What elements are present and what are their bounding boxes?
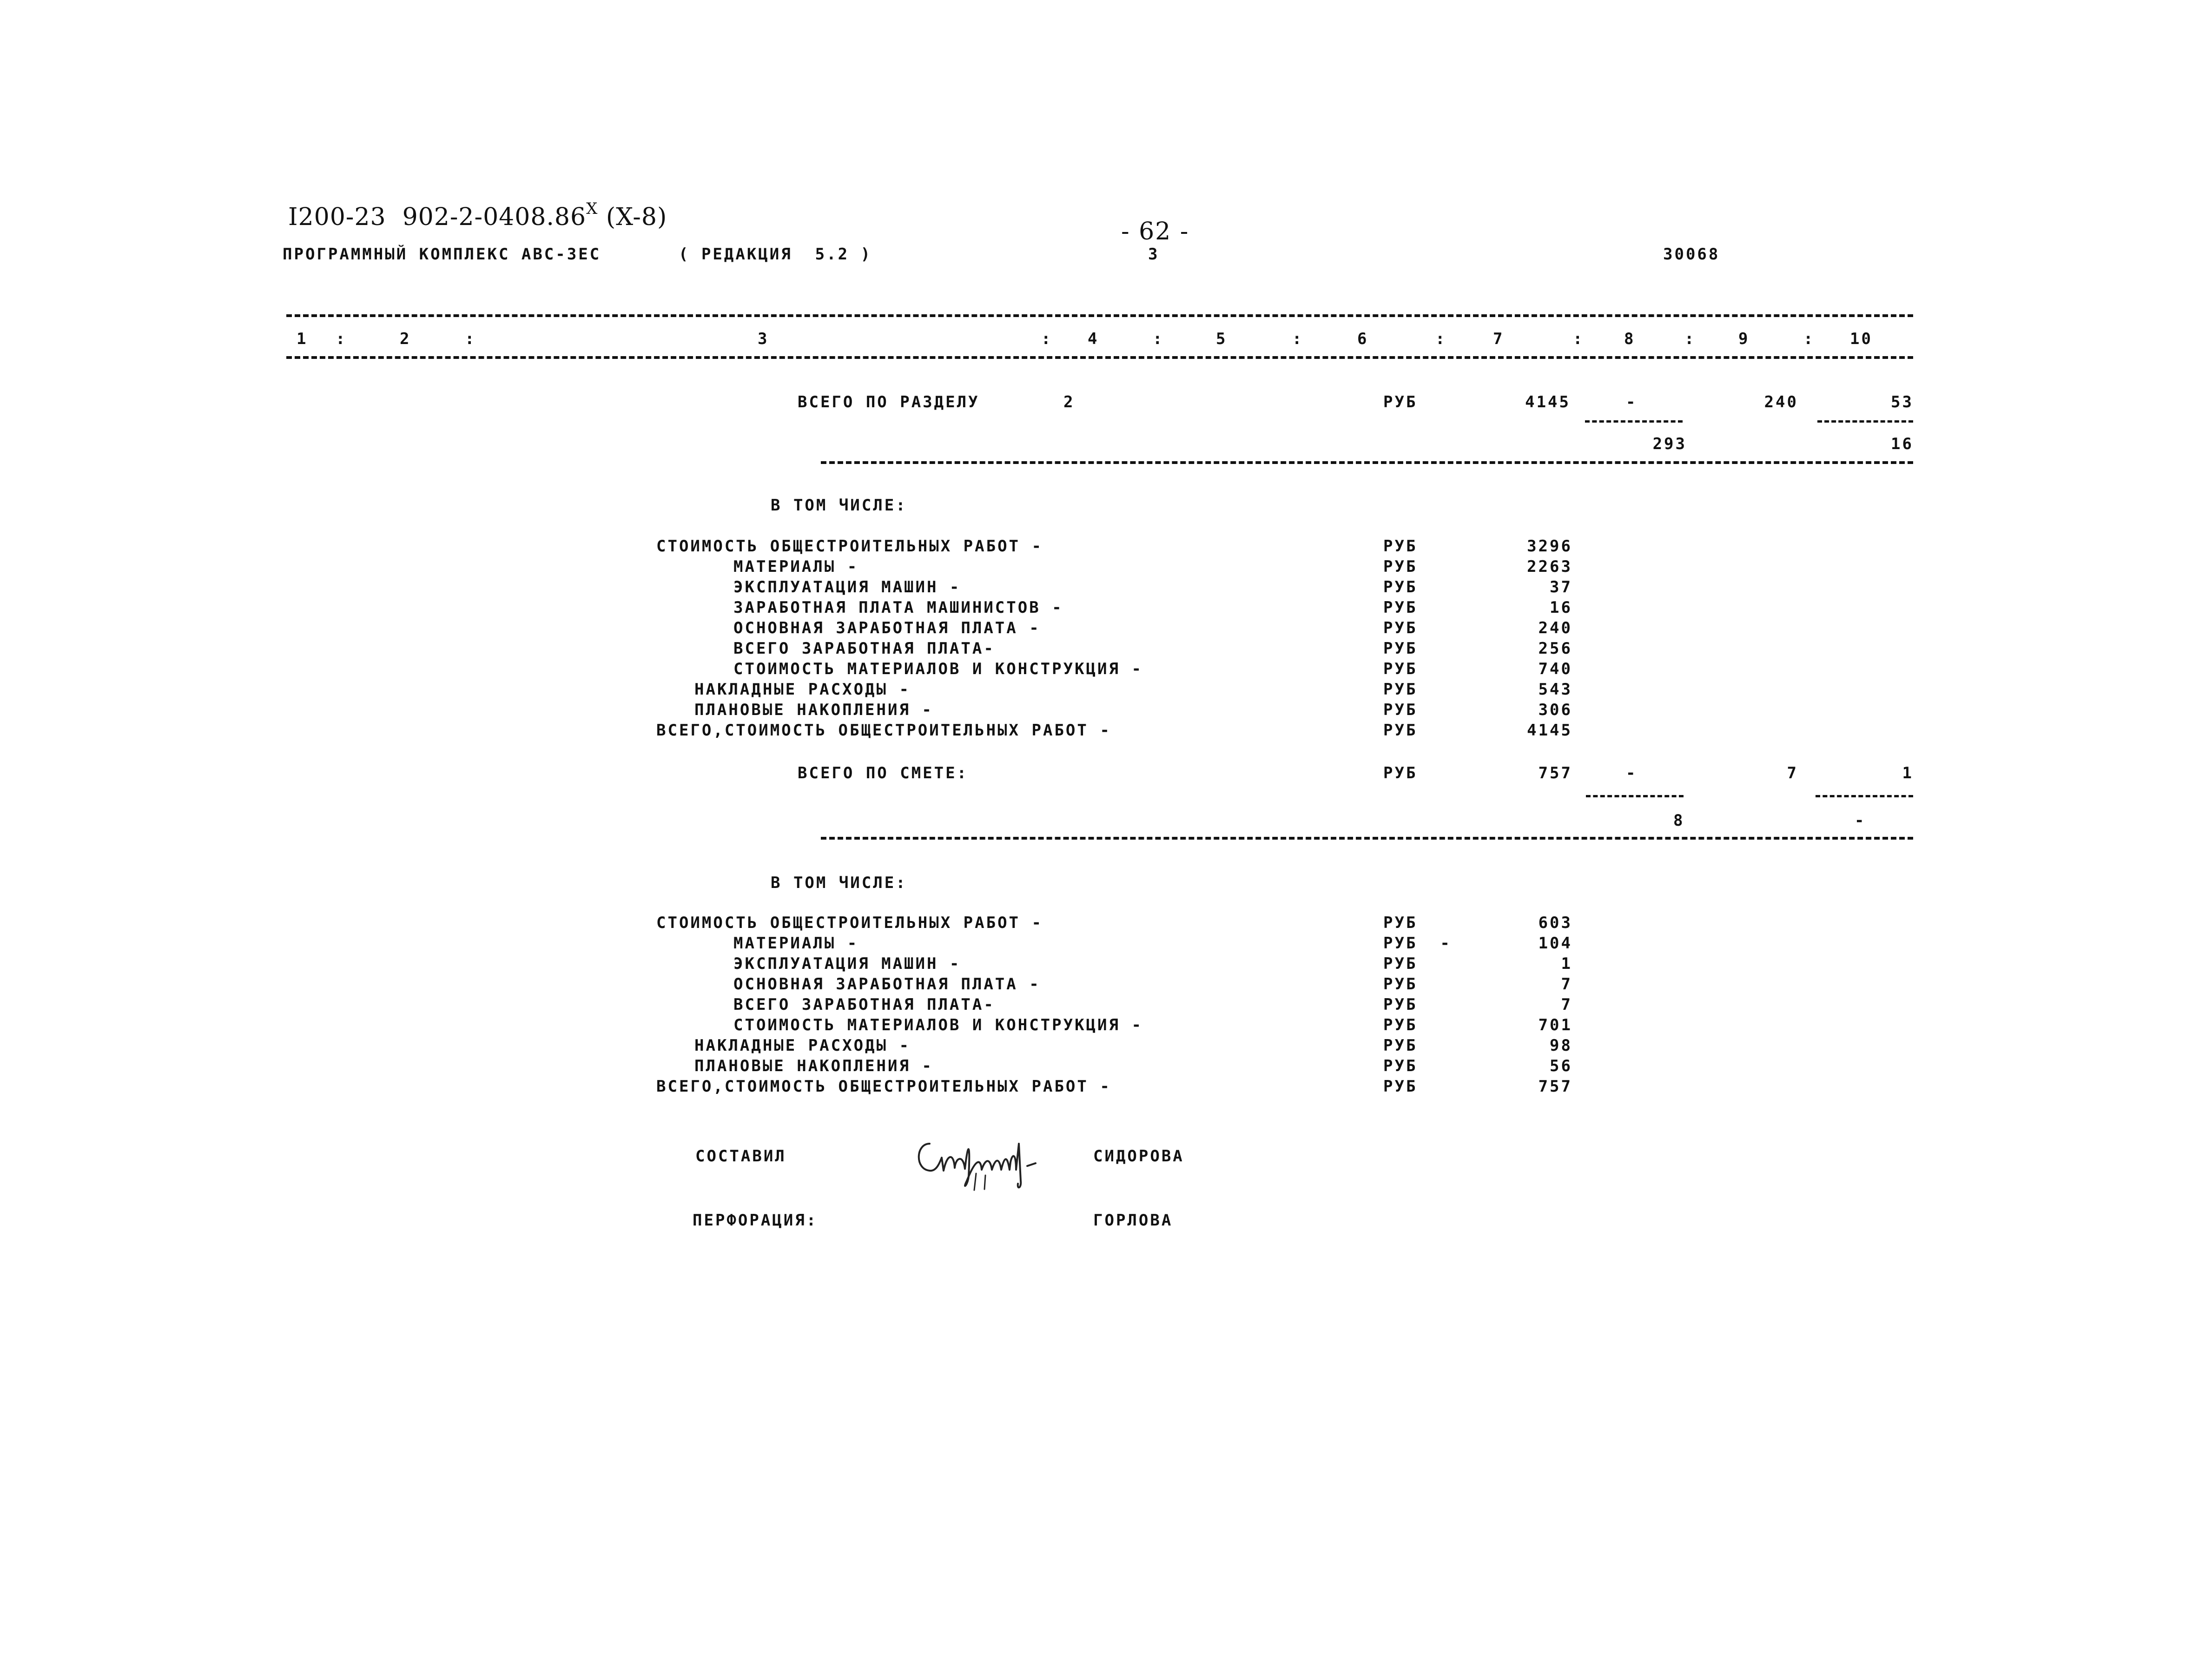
list-item-value: 603	[1538, 914, 1572, 932]
list-item-value: 740	[1538, 660, 1572, 678]
punched-by-name: ГОРЛОВА	[1093, 1211, 1173, 1230]
list-item-unit: РУБ	[1383, 914, 1418, 932]
estimate-total-label: ВСЕГО ПО СМЕТЕ:	[798, 764, 969, 782]
column-separator: :	[465, 330, 476, 348]
list-item-unit: РУБ -	[1383, 934, 1452, 953]
list-item-unit: РУБ	[1383, 639, 1418, 658]
document-code-superscript: X	[586, 199, 598, 218]
list-item-label: ВСЕГО ЗАРАБОТНАЯ ПЛАТА-	[733, 995, 995, 1014]
document-code-suffix: (X-8)	[598, 203, 667, 231]
section-total-col10-rule	[1817, 420, 1913, 423]
column-number-10: 10	[1850, 330, 1873, 348]
list-item-value: 104	[1538, 934, 1572, 953]
section-total-col8-bottom: 293	[1652, 435, 1687, 453]
section-number: 2	[1063, 393, 1075, 411]
list-item-value: 7	[1561, 975, 1572, 994]
list-item-label: ОСНОВНАЯ ЗАРАБОТНАЯ ПЛАТА -	[733, 975, 1041, 994]
list-item-value: 256	[1538, 639, 1572, 658]
list-item-label: МАТЕРИАЛЫ -	[733, 934, 859, 953]
estimate-total-rule	[821, 837, 1913, 840]
column-separator: :	[1573, 330, 1585, 348]
list-item-label: ВСЕГО,СТОИМОСТЬ ОБЩЕСТРОИТЕЛЬНЫХ РАБОТ -	[656, 1077, 1111, 1096]
list-item-value: 543	[1538, 680, 1572, 699]
estimate-total-col7: 757	[1538, 764, 1572, 782]
list-item-value: 37	[1550, 578, 1572, 596]
section-total-rule	[821, 461, 1913, 464]
list-item-value: 3296	[1527, 537, 1572, 556]
column-number-3: 3	[758, 330, 769, 348]
section-total-label: ВСЕГО ПО РАЗДЕЛУ	[798, 393, 980, 411]
breakdown1-heading: В ТОМ ЧИСЛЕ:	[771, 496, 907, 515]
list-item-unit: РУБ	[1383, 995, 1418, 1014]
list-item-unit: РУБ	[1383, 660, 1418, 678]
estimate-total-col8-rule	[1586, 795, 1684, 797]
section-total-col9: 240	[1764, 393, 1798, 411]
list-item-value: 7	[1561, 995, 1572, 1014]
list-item-unit: РУБ	[1383, 537, 1418, 556]
column-number-2: 2	[400, 330, 411, 348]
column-separator: :	[336, 330, 347, 348]
column-separator: :	[1435, 330, 1447, 348]
section-total-unit: РУБ	[1383, 393, 1418, 411]
list-item-label: МАТЕРИАЛЫ -	[733, 557, 859, 576]
estimate-total-col10-rule	[1816, 795, 1913, 797]
list-item-label: ЗАРАБОТНАЯ ПЛАТА МАШИНИСТОВ -	[733, 598, 1063, 617]
list-item-label: СТОИМОСТЬ ОБЩЕСТРОИТЕЛЬНЫХ РАБОТ -	[656, 537, 1043, 556]
section-total-col8-top: -	[1626, 393, 1638, 411]
column-number-1: 1	[297, 330, 308, 348]
list-item-label: СТОИМОСТЬ МАТЕРИАЛОВ И КОНСТРУКЦИЯ -	[733, 1016, 1143, 1034]
list-item-label: ВСЕГО ЗАРАБОТНАЯ ПЛАТА-	[733, 639, 995, 658]
estimate-total-col8-top: -	[1626, 764, 1638, 782]
compiled-by-name: СИДОРОВА	[1093, 1147, 1184, 1166]
list-item-value: 240	[1538, 619, 1572, 637]
column-separator: :	[1292, 330, 1304, 348]
list-item-unit: РУБ	[1383, 721, 1418, 740]
list-item-unit: РУБ	[1383, 701, 1418, 719]
list-item-value: 701	[1538, 1016, 1572, 1034]
section-total-col10-bottom: 16	[1891, 435, 1914, 453]
column-separator: :	[1803, 330, 1815, 348]
column-separator: :	[1153, 330, 1164, 348]
list-item-unit: РУБ	[1383, 557, 1418, 576]
list-item-unit: РУБ	[1383, 1057, 1418, 1075]
estimate-total-col8-bottom: 8	[1673, 811, 1685, 830]
column-separator: :	[1041, 330, 1053, 348]
document-code-main: I200-23 902-2-0408.86	[288, 203, 587, 231]
signature-stroke	[919, 1144, 1036, 1187]
list-item-label: ЭКСПЛУАТАЦИЯ МАШИН -	[733, 578, 961, 596]
column-separator: :	[1684, 330, 1696, 348]
list-item-label: НАКЛАДНЫЕ РАСХОДЫ -	[694, 1036, 911, 1055]
handwritten-signature	[911, 1125, 1060, 1195]
list-item-label: ПЛАНОВЫЕ НАКОПЛЕНИЯ -	[694, 1057, 933, 1075]
list-item-label: СТОИМОСТЬ МАТЕРИАЛОВ И КОНСТРУКЦИЯ -	[733, 660, 1143, 678]
compiled-by-label: СОСТАВИЛ	[695, 1147, 786, 1166]
list-item-value: 4145	[1527, 721, 1572, 740]
list-item-unit: РУБ	[1383, 578, 1418, 596]
punched-by-label: ПЕРФОРАЦИЯ:	[693, 1211, 818, 1230]
document-code	[288, 201, 667, 229]
table-top-rule	[286, 314, 1913, 317]
section-total-col10-top: 53	[1891, 393, 1914, 411]
estimate-total-col9: 7	[1787, 764, 1798, 782]
list-item-unit: РУБ	[1383, 975, 1418, 994]
estimate-code: 30068	[1663, 245, 1720, 264]
list-item-unit: РУБ	[1383, 1077, 1418, 1096]
column-number-9: 9	[1738, 330, 1750, 348]
column-number-8: 8	[1624, 330, 1636, 348]
list-item-unit: РУБ	[1383, 680, 1418, 699]
section-total-col7: 4145	[1525, 393, 1571, 411]
list-item-label: ВСЕГО,СТОИМОСТЬ ОБЩЕСТРОИТЕЛЬНЫХ РАБОТ -	[656, 721, 1111, 740]
program-edition: ( РЕДАКЦИЯ 5.2 )	[679, 245, 872, 264]
table-header-rule	[286, 356, 1913, 359]
list-item-value: 757	[1538, 1077, 1572, 1096]
list-item-label: НАКЛАДНЫЕ РАСХОДЫ -	[694, 680, 911, 699]
page-number: - 62 -	[1121, 218, 1189, 245]
list-item-label: ЭКСПЛУАТАЦИЯ МАШИН -	[733, 954, 961, 973]
column-number-4: 4	[1088, 330, 1099, 348]
program-name: ПРОГРАММНЫЙ КОМПЛЕКС АВС-3ЕС	[283, 245, 601, 264]
sheet-number: 3	[1148, 245, 1160, 264]
list-item-unit: РУБ	[1383, 1016, 1418, 1034]
list-item-unit: РУБ	[1383, 619, 1418, 637]
list-item-value: 1	[1561, 954, 1572, 973]
signature-stroke	[974, 1173, 985, 1190]
list-item-value: 56	[1550, 1057, 1572, 1075]
column-number-5: 5	[1216, 330, 1228, 348]
breakdown2-heading: В ТОМ ЧИСЛЕ:	[771, 874, 907, 892]
list-item-unit: РУБ	[1383, 954, 1418, 973]
estimate-total-unit: РУБ	[1383, 764, 1418, 782]
list-item-value: 2263	[1527, 557, 1572, 576]
list-item-unit: РУБ	[1383, 1036, 1418, 1055]
column-number-6: 6	[1357, 330, 1369, 348]
estimate-total-col10-bottom: -	[1855, 811, 1866, 830]
list-item-value: 16	[1550, 598, 1572, 617]
list-item-value: 98	[1550, 1036, 1572, 1055]
list-item-label: СТОИМОСТЬ ОБЩЕСТРОИТЕЛЬНЫХ РАБОТ -	[656, 914, 1043, 932]
section-total-col8-rule	[1585, 420, 1683, 423]
column-number-7: 7	[1493, 330, 1505, 348]
list-item-unit: РУБ	[1383, 598, 1418, 617]
list-item-label: ПЛАНОВЫЕ НАКОПЛЕНИЯ -	[694, 701, 933, 719]
list-item-value: 306	[1538, 701, 1572, 719]
estimate-total-col10-top: 1	[1902, 764, 1914, 782]
list-item-label: ОСНОВНАЯ ЗАРАБОТНАЯ ПЛАТА -	[733, 619, 1041, 637]
